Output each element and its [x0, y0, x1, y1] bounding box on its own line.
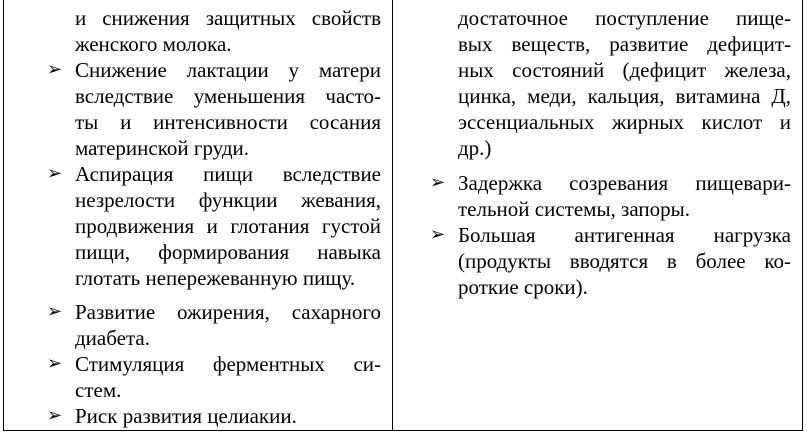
bullet-arrow-icon: ➢	[47, 405, 63, 426]
right-continuation-line-3: ных состояний (дефицит железа,	[458, 58, 791, 82]
bullet-arrow-icon: ➢	[430, 172, 446, 193]
left-item-2-line-4: пищи, формирования навыка	[75, 240, 381, 264]
left-continuation-line-2: женского молока.	[75, 32, 232, 56]
right-item-1-line-1: Задержка созревания пищевари-	[458, 171, 791, 195]
left-item-2-line-5: глотать непережеванную пищу.	[75, 266, 356, 290]
bullet-arrow-icon: ➢	[47, 301, 63, 322]
left-item-3-line-1: Развитие ожирения, сахарного	[75, 300, 381, 324]
column-divider	[392, 0, 393, 430]
right-item-2-line-1: Большая антигенная нагрузка	[458, 223, 791, 247]
left-item-2-line-2: незрелости функции жевания,	[75, 188, 381, 212]
left-item-4-line-2: стем.	[75, 378, 122, 402]
left-item-2-line-3: продвижения и глотания густой	[75, 214, 381, 238]
right-continuation-line-5: эссенциальных жирных кислот и	[458, 110, 791, 134]
left-item-1-line-3: ты и интенсивности сосания	[75, 110, 381, 134]
bullet-arrow-icon: ➢	[47, 163, 63, 184]
left-item-4-line-1: Стимуляция ферментных си-	[75, 352, 381, 376]
bullet-arrow-icon: ➢	[47, 353, 63, 374]
right-continuation-line-2: вых веществ, развитие дефицит-	[458, 32, 791, 56]
bullet-arrow-icon: ➢	[47, 59, 63, 80]
left-item-3-line-2: диабета.	[75, 326, 150, 350]
right-continuation-line-6: др.)	[458, 136, 492, 160]
left-item-1-line-4: материнской груди.	[75, 136, 250, 160]
right-item-1-line-2: тельной системы, запоры.	[458, 197, 690, 221]
right-item-2-line-3: роткие сроки).	[458, 275, 588, 299]
left-item-5-line-1: Риск развития целиакии.	[75, 404, 297, 428]
left-continuation-line-1: и снижения защитных свойств	[75, 6, 381, 30]
right-item-2-line-2: (продукты вводятся в более ко-	[458, 249, 791, 273]
left-item-2-line-1: Аспирация пищи вследствие	[75, 162, 381, 186]
left-item-1-line-2: вследствие уменьшения часто-	[75, 84, 381, 108]
right-continuation-line-1: достаточное поступление пище-	[458, 6, 791, 30]
left-item-1-line-1: Снижение лактации у матери	[75, 58, 381, 82]
bullet-arrow-icon: ➢	[430, 224, 446, 245]
right-continuation-line-4: цинка, меди, кальция, витамина Д,	[458, 84, 791, 108]
